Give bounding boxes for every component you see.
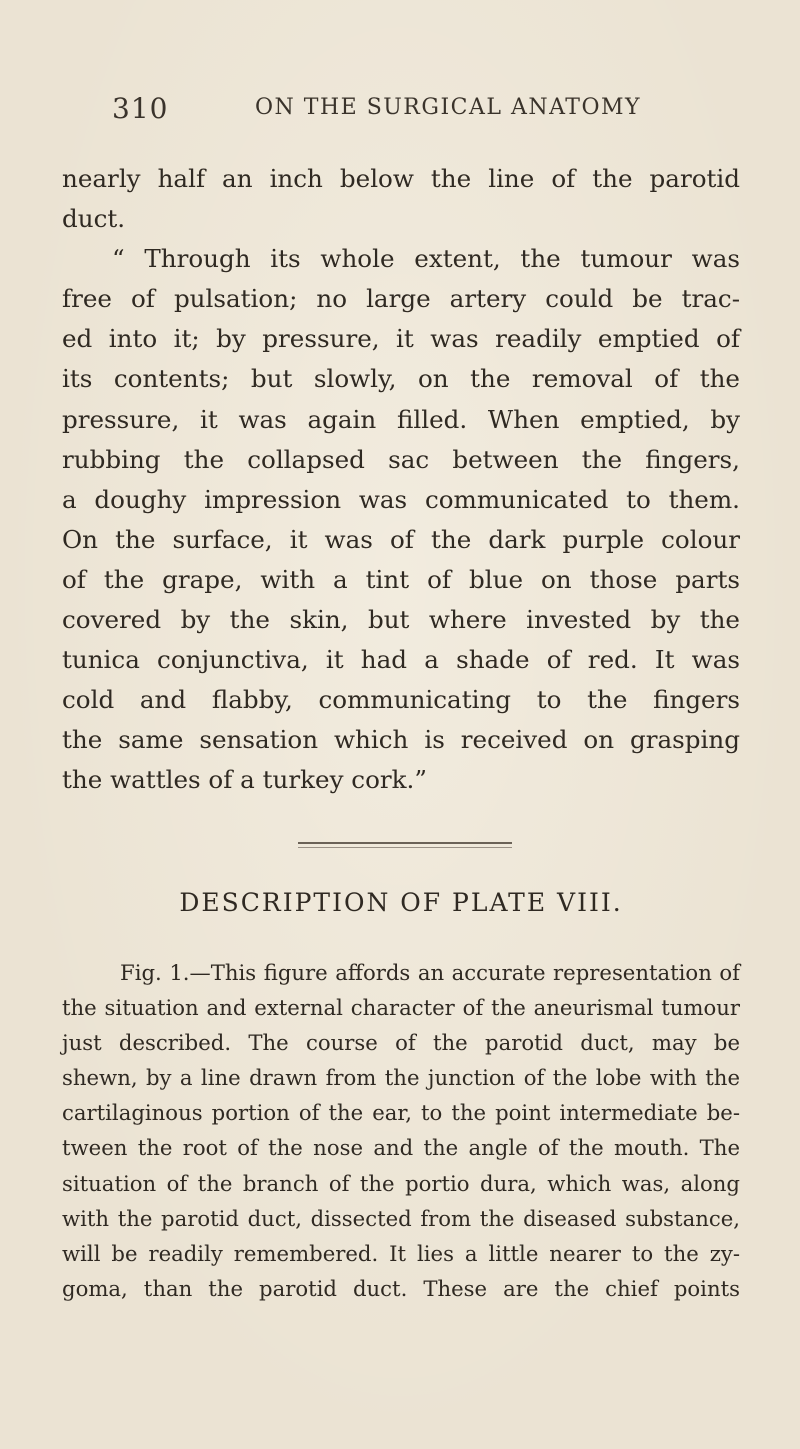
text-line: free of pulsation; no large artery could be trac- bbox=[62, 284, 740, 314]
text-line: tunica conjunctiva, it had a shade of red. It was bbox=[62, 645, 740, 675]
text-line: cartilaginous portion of the ear, to the point intermediate be- bbox=[62, 1100, 740, 1126]
text-line: goma, than the parotid duct. These are the chief points bbox=[62, 1275, 740, 1301]
text-line: covered by the skin, but where invested by the bbox=[62, 605, 740, 635]
text-line: shewn, by a line drawn from the junction of the lobe with the bbox=[62, 1065, 740, 1091]
page-header bbox=[112, 92, 714, 128]
text-line: its contents; but slowly, on the removal of the bbox=[62, 364, 740, 394]
text-line: situation of the branch of the portio dura, which was, along bbox=[62, 1170, 740, 1196]
case-description-text bbox=[62, 159, 740, 801]
text-line: with the parotid duct, dissected from the diseased substance, bbox=[62, 1205, 740, 1231]
text-line: a doughy impression was communicated to them. bbox=[62, 484, 740, 514]
text-line: pressure, it was again filled. When emptied, by bbox=[62, 404, 740, 434]
text-line: duct. bbox=[62, 204, 126, 234]
page-number: 310 bbox=[112, 92, 169, 125]
text-line: Fig. 1.—This figure affords an accurate representation of bbox=[120, 960, 740, 985]
text-line: rubbing the collapsed sac between the fingers, bbox=[62, 444, 740, 474]
running-title: ON THE SURGICAL ANATOMY bbox=[255, 95, 642, 120]
text-line: the wattles of a turkey cork.” bbox=[62, 765, 427, 795]
text-line: ed into it; by pressure, it was readily emptied of bbox=[62, 324, 740, 354]
text-line: the same sensation which is received on grasping bbox=[62, 725, 740, 755]
section-divider bbox=[298, 842, 512, 848]
text-line: cold and flabby, communicating to the fingers bbox=[62, 685, 740, 715]
text-line: On the surface, it was of the dark purple colour bbox=[62, 524, 740, 554]
text-line: just described. The course of the parotid duct, may be bbox=[62, 1030, 740, 1056]
text-line: nearly half an inch below the line of the parotid bbox=[62, 164, 740, 193]
section-heading: DESCRIPTION OF PLATE VIII. bbox=[179, 888, 623, 917]
text-line: tween the root of the nose and the angle of the mouth. The bbox=[62, 1135, 740, 1161]
text-line: the situation and external character of the aneurismal tumour bbox=[62, 995, 740, 1021]
plate-description-text bbox=[62, 955, 740, 1306]
text-line: “ Through its whole extent, the tumour was bbox=[112, 244, 740, 274]
text-line: will be readily remembered. It lies a little nearer to the zy- bbox=[62, 1240, 740, 1266]
text-line: of the grape, with a tint of blue on those parts bbox=[62, 564, 740, 594]
